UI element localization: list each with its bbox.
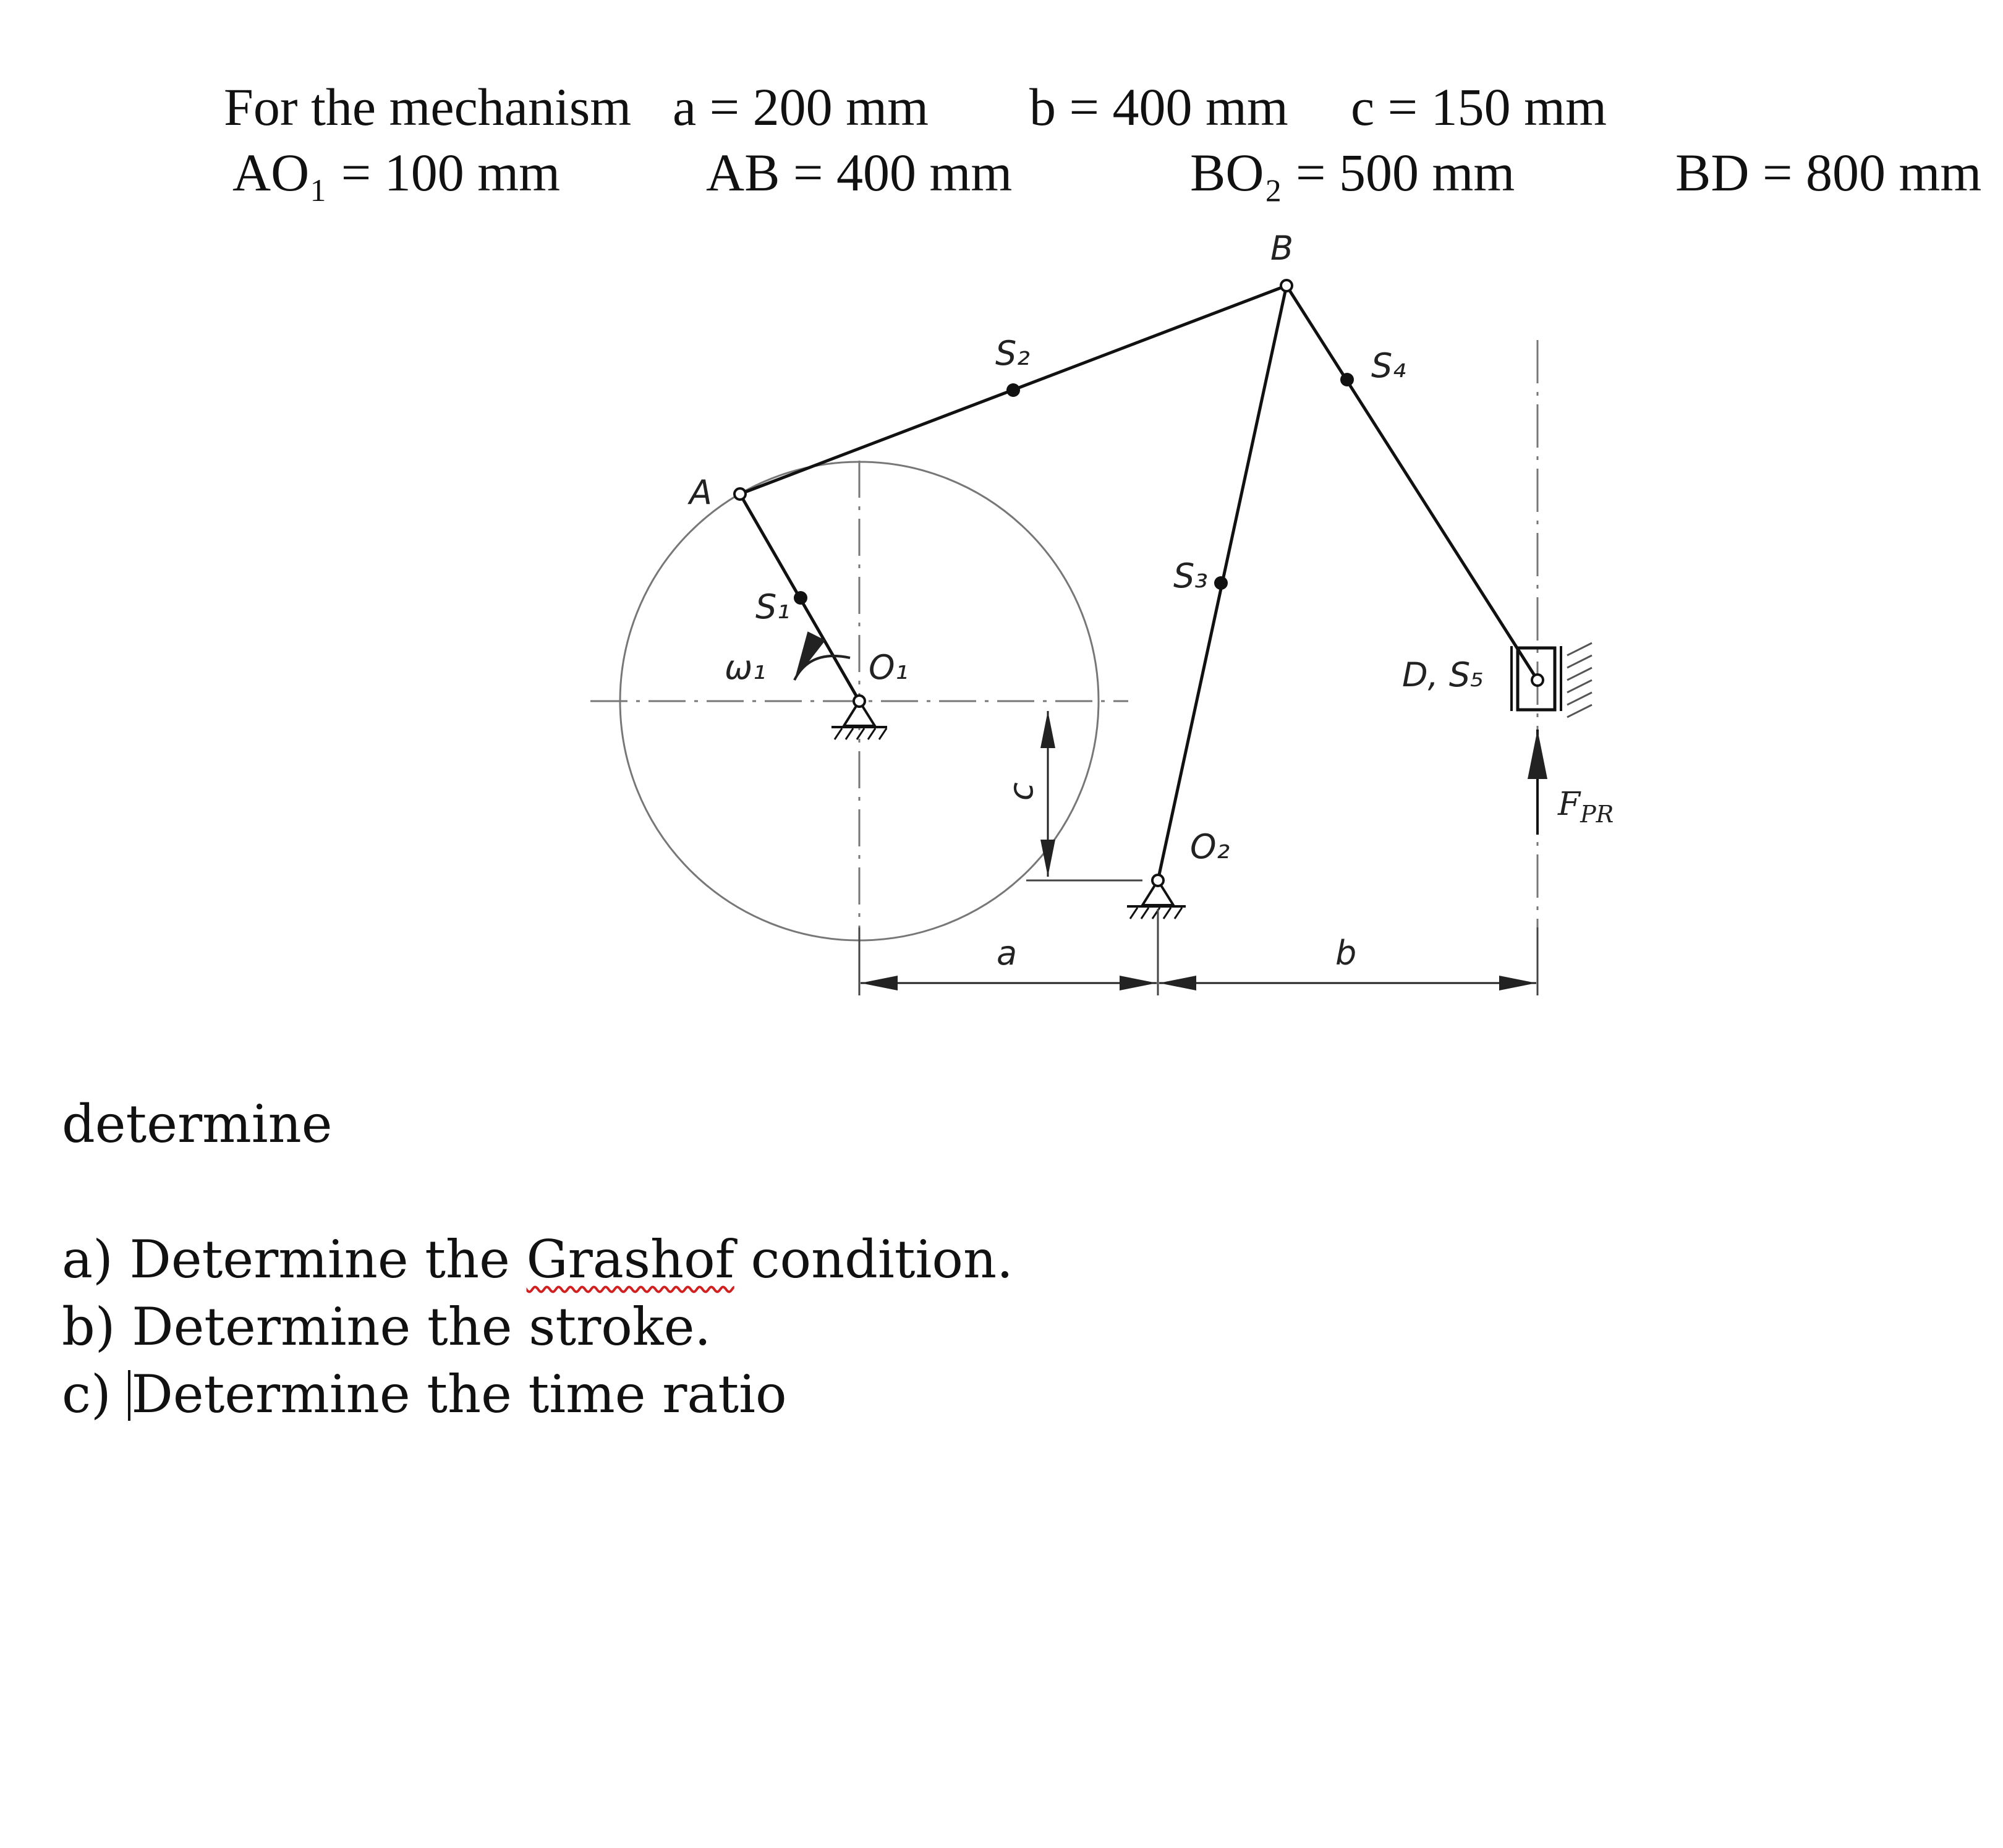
given-c: c = 150 mm — [1351, 77, 1607, 137]
label-b: B — [1270, 229, 1294, 268]
label-dim-c: c — [1002, 782, 1040, 801]
label-force-main: F — [1558, 786, 1581, 823]
question-c-prefix: c) — [62, 1364, 128, 1424]
label-s1: S₁ — [755, 587, 790, 626]
given-ao1: AO₁ = 100 mm — [232, 143, 560, 202]
question-a-grashof: Grashof — [526, 1229, 734, 1290]
mass-center-s4 — [1340, 373, 1354, 386]
label-a: A — [689, 473, 712, 512]
given-a: a = 200 mm — [673, 77, 929, 137]
question-b: b) Determine the stroke. — [62, 1297, 712, 1357]
prompt-determine: determine — [62, 1094, 333, 1154]
joint-d — [1532, 675, 1543, 686]
label-s3: S₃ — [1173, 556, 1208, 595]
mass-center-s3 — [1214, 576, 1228, 590]
question-a — [62, 1229, 1013, 1290]
question-c — [62, 1364, 787, 1424]
joint-o2 — [1152, 875, 1163, 886]
label-force — [1557, 786, 1614, 828]
label-s4: S₄ — [1371, 346, 1406, 385]
joint-b — [1281, 280, 1292, 291]
label-o1: O₁ — [869, 648, 909, 687]
mass-center-s1 — [794, 591, 807, 605]
given-bd: BD = 800 mm — [1675, 143, 1982, 202]
text-cursor — [128, 1370, 130, 1421]
link-bd — [1286, 286, 1537, 680]
label-dim-b: b — [1335, 934, 1357, 973]
label-o2: O₂ — [1190, 827, 1230, 866]
label-d-s5: D, S₅ — [1402, 655, 1484, 694]
question-c-text[interactable]: Determine the time ratio — [131, 1364, 787, 1424]
label-dim-a: a — [997, 934, 1018, 973]
given-b: b = 400 mm — [1029, 77, 1288, 137]
wall-hatching — [1567, 643, 1592, 717]
question-a-suffix: condition. — [734, 1229, 1013, 1290]
label-force-subscript: PR — [1580, 801, 1614, 828]
given-bo2: BO₂ = 500 mm — [1190, 143, 1515, 202]
mass-center-s2 — [1006, 383, 1020, 397]
question-a-prefix: a) Determine the — [62, 1229, 527, 1290]
given-intro: For the mechanism — [224, 77, 632, 137]
given-ab: AB = 400 mm — [706, 143, 1013, 202]
joint-a — [734, 488, 746, 500]
joint-o1 — [854, 696, 865, 707]
label-omega1: ω₁ — [725, 648, 766, 687]
label-s2: S₂ — [995, 334, 1030, 373]
